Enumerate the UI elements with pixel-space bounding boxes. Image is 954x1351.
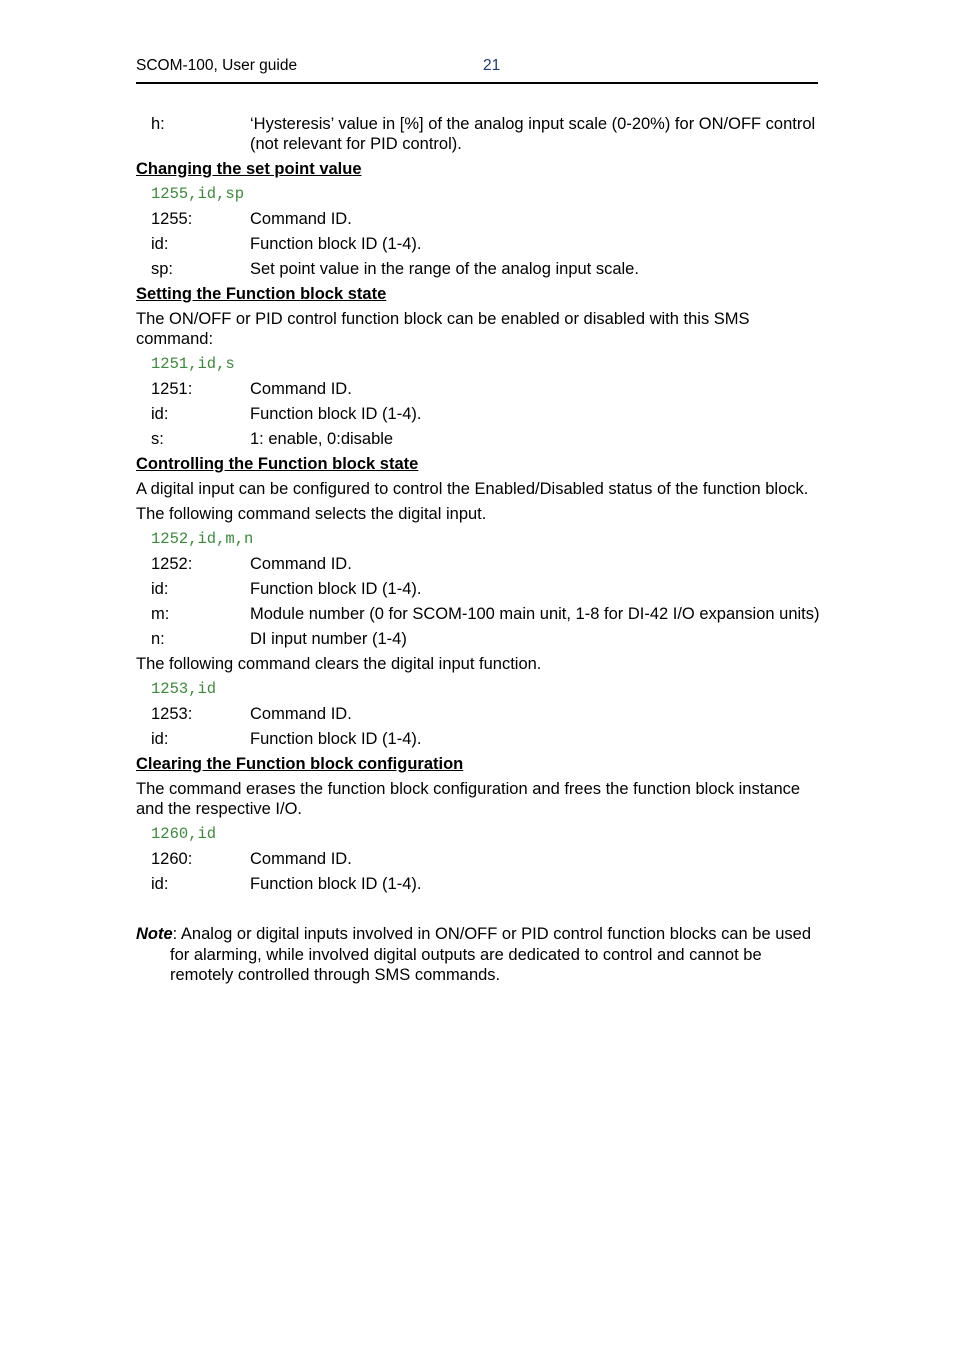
definition-key: id: (151, 580, 169, 598)
definition-key: id: (151, 875, 169, 893)
definition-key: 1251: (151, 380, 193, 398)
definition-row (136, 729, 820, 749)
definition-row (136, 629, 820, 649)
definition-value: Command ID. (250, 850, 352, 868)
definition-row (136, 579, 820, 599)
definition-row (136, 604, 820, 624)
definition-key: s: (151, 430, 164, 448)
document-title: SCOM-100, User guide (136, 57, 298, 74)
definition-key: id: (151, 730, 169, 748)
definition-value: ‘Hysteresis’ value in [%] of the analog input scale (0-20%) for ON/OFF control (not relevant for PID control). (250, 115, 816, 153)
definition-row (136, 554, 820, 574)
definition-row (136, 704, 820, 724)
definition-value: DI input number (1-4) (250, 630, 407, 648)
definition-key: 1253: (151, 705, 193, 723)
page-number: 21 (483, 57, 501, 74)
command-syntax: 1253,id (151, 680, 217, 698)
definition-value: Command ID. (250, 555, 352, 573)
definition-value: Function block ID (1-4). (250, 580, 422, 598)
command-syntax: 1260,id (151, 825, 217, 843)
section-heading-clearing-config: Clearing the Function block configuration (136, 755, 464, 773)
note-paragraph (136, 924, 820, 986)
definition-value: Set point value in the range of the analog input scale. (250, 260, 639, 278)
definition-key: sp: (151, 260, 174, 278)
paragraph: A digital input can be configured to control the Enabled/Disabled status of the function block. (136, 480, 809, 498)
section-heading-set-point: Changing the set point value (136, 160, 362, 178)
paragraph: The following command clears the digital input function. (136, 655, 542, 673)
definition-row (136, 114, 820, 154)
definition-value: Function block ID (1-4). (250, 875, 422, 893)
definition-value: Function block ID (1-4). (250, 730, 422, 748)
definition-value: Command ID. (250, 705, 352, 723)
definition-value: Function block ID (1-4). (250, 405, 422, 423)
definition-key: 1255: (151, 210, 193, 228)
definition-value: 1: enable, 0:disable (250, 430, 394, 448)
definition-key: m: (151, 605, 170, 623)
paragraph: The command erases the function block configuration and frees the function block instance and the respective I/O. (136, 780, 801, 818)
definition-row (136, 429, 820, 449)
definition-row (136, 234, 820, 254)
definition-row (136, 849, 820, 869)
command-syntax: 1252,id,m,n (151, 530, 254, 548)
definition-row (136, 379, 820, 399)
section-heading-setting-state: Setting the Function block state (136, 285, 387, 303)
paragraph: The following command selects the digital input. (136, 505, 487, 523)
definition-value: Command ID. (250, 210, 352, 228)
definition-value: Function block ID (1-4). (250, 235, 422, 253)
definition-key: 1260: (151, 850, 193, 868)
definition-row (136, 874, 820, 894)
definition-value: Module number (0 for SCOM-100 main unit, 1-8 for DI-42 I/O expansion units) (250, 605, 820, 623)
spacer (136, 899, 820, 924)
section-heading-controlling-state: Controlling the Function block state (136, 455, 419, 473)
page-content (136, 114, 820, 986)
definition-row (136, 209, 820, 229)
definition-key: n: (151, 630, 165, 648)
page-header (136, 56, 818, 84)
command-syntax: 1255,id,sp (151, 185, 245, 203)
command-syntax: 1251,id,s (151, 355, 235, 373)
note-text: : Analog or digital inputs involved in ON/OFF or PID control function blocks can be used for alarming, while involved digital outputs are dedicated to control and cannot be remotely controlled through SMS commands. (170, 925, 811, 984)
paragraph: The ON/OFF or PID control function block can be enabled or disabled with this SMS command: (136, 310, 750, 348)
definition-value: Command ID. (250, 380, 352, 398)
definition-key: id: (151, 405, 169, 423)
definition-key: h: (151, 115, 165, 133)
definition-row (136, 404, 820, 424)
definition-key: 1252: (151, 555, 193, 573)
definition-key: id: (151, 235, 169, 253)
note-label: Note (136, 925, 173, 943)
definition-row (136, 259, 820, 279)
